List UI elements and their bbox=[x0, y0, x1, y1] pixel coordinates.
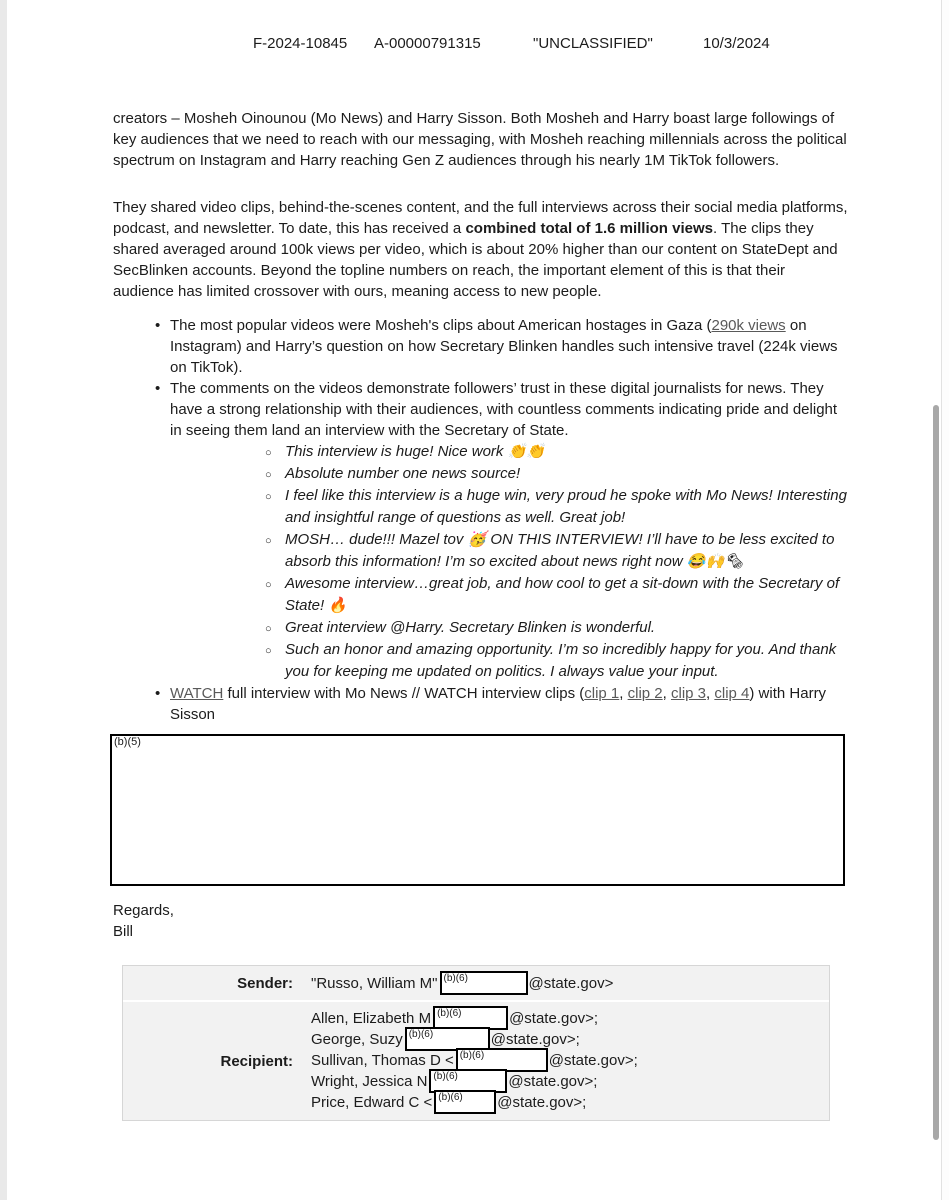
redaction-box-b6 bbox=[434, 1090, 496, 1114]
quote-item: ○ This interview is huge! Nice work 👏👏 bbox=[170, 441, 850, 463]
sender-name: "Russo, William M" bbox=[311, 975, 438, 992]
foia-document-id: A-00000791315 bbox=[374, 35, 481, 52]
watch-link[interactable]: WATCH bbox=[170, 685, 224, 702]
foia-header bbox=[0, 33, 949, 53]
scrollbar-track[interactable] bbox=[941, 0, 949, 1200]
quote-item: ○ I feel like this interview is a huge win, very proud he spoke with Mo News! Interesting and insightful range of questions as well. Great job! bbox=[170, 485, 850, 529]
redaction-box-b5 bbox=[110, 734, 845, 886]
paragraph-views-bold: combined total of 1.6 million views bbox=[465, 220, 713, 237]
bullet-list bbox=[113, 315, 850, 725]
bullet-comments-text: The comments on the videos demonstrate followers’ trust in these digital journalists for news. They have a strong relationship with their audiences, with countless comments indicating pride and delight in seeing them land an interview with the Secretary of State. bbox=[170, 380, 838, 439]
recipient-label: Recipient: bbox=[220, 1052, 293, 1070]
paragraph-views-pre: They shared video clips, behind-the-scenes content, and the full interviews across their social media platforms, podcast, and newsletter. To date, this has received a bbox=[113, 199, 848, 237]
recipient-row bbox=[123, 1000, 829, 1120]
bullet-watch-text-1: full interview with Mo News // WATCH interview clips ( bbox=[223, 685, 585, 702]
sender-label: Sender: bbox=[237, 974, 293, 992]
recipient-name: Allen, Elizabeth M bbox=[311, 1010, 432, 1027]
redaction-b5-label: (b)(5) bbox=[114, 736, 141, 748]
paragraph-creators: creators – Mosheh Oinounou (Mo News) and Harry Sisson. Both Mosheh and Harry boast large followings of key audiences that we need to reach with our messaging, with Mosheh reaching millennials across the political spectrum on Instagram and Harry reaching Gen Z audiences through his nearly 1M TikTok followers. bbox=[113, 110, 847, 169]
recipient-domain: @state.gov>; bbox=[509, 1010, 599, 1027]
clips-segment: clip 1, clip 2, clip 3, clip 4 bbox=[584, 685, 750, 702]
classification-marking: "UNCLASSIFIED" bbox=[533, 35, 653, 52]
clip-link[interactable]: clip 3 bbox=[670, 685, 707, 702]
bullet-popular-pre: The most popular videos were Mosheh's clips about American hostages in Gaza ( bbox=[170, 317, 712, 334]
clip-link[interactable]: clip 1 bbox=[584, 685, 620, 702]
scrollbar-thumb[interactable] bbox=[933, 405, 939, 1140]
recipient-name: Sullivan, Thomas D < bbox=[311, 1052, 454, 1069]
quote-list bbox=[170, 441, 850, 683]
quote-item: ○ Great interview @Harry. Secretary Blinken is wonderful. bbox=[170, 617, 850, 639]
recipient-domain: @state.gov>; bbox=[548, 1052, 638, 1069]
bullet-watch-text-2: ) with Harry Sisson bbox=[170, 685, 827, 723]
signoff-name: Bill bbox=[113, 923, 134, 940]
signoff-regards: Regards, bbox=[113, 902, 174, 919]
recipient-entry bbox=[311, 1008, 823, 1029]
clip-link[interactable]: clip 2 bbox=[627, 685, 663, 702]
recipient-entry bbox=[311, 1071, 823, 1092]
290k-views-link[interactable]: 290k views bbox=[711, 317, 786, 334]
foia-release-date: 10/3/2024 bbox=[703, 35, 770, 52]
recipient-entry bbox=[311, 1029, 823, 1050]
recipient-domain: @state.gov>; bbox=[490, 1031, 580, 1048]
signoff bbox=[113, 900, 850, 942]
recipient-name: Price, Edward C < bbox=[311, 1094, 433, 1111]
clip-link[interactable]: clip 4 bbox=[714, 685, 750, 702]
document-body bbox=[113, 108, 850, 1121]
redaction-box-b6 bbox=[440, 971, 528, 995]
sender-value bbox=[303, 966, 829, 1000]
recipient-name: George, Suzy bbox=[311, 1031, 403, 1048]
quote-item: ○ MOSH… dude!!! Mazel tov 🥳 ON THIS INTERVIEW! I’ll have to be less excited to absorb this information! I’m so excited about news right now 😂🙌🗞 bbox=[170, 529, 850, 573]
quote-item: ○ Awesome interview…great job, and how cool to get a sit-down with the Secretary of State! 🔥 bbox=[170, 573, 850, 617]
redaction-b6-label: (b)(6) bbox=[443, 973, 468, 985]
redaction-b6-label: (b)(6) bbox=[459, 1050, 485, 1062]
recipient-domain: @state.gov>; bbox=[497, 1094, 587, 1111]
recipient-lines bbox=[303, 1002, 829, 1120]
redaction-b6-label: (b)(6) bbox=[408, 1029, 434, 1041]
bullet-popular-post: on Instagram) and Harry’s question on how Secretary Blinken handles such intensive travel (224k views on TikTok). bbox=[170, 317, 838, 376]
bullet-watch bbox=[113, 683, 850, 725]
paragraph-views bbox=[113, 197, 850, 302]
page-left-edge bbox=[0, 0, 7, 1200]
paragraph-views-post: . The clips they shared averaged around 100k views per video, which is about 20% higher than our content on StateDept and SecBlinken accounts. Beyond the topline numbers on reach, the important element of this is that their audience has limited crossover with ours, meaning access to new people. bbox=[113, 220, 838, 300]
bullet-comments bbox=[113, 378, 850, 683]
redaction-b6-label: (b)(6) bbox=[433, 1071, 458, 1083]
recipient-name: Wright, Jessica N bbox=[311, 1073, 428, 1090]
redaction-b6-label: (b)(6) bbox=[438, 1092, 463, 1104]
redaction-b6-label: (b)(6) bbox=[437, 1008, 462, 1020]
sender-row bbox=[123, 966, 829, 1000]
bullet-popular-videos bbox=[113, 315, 850, 378]
recipient-entry bbox=[311, 1050, 823, 1071]
quote-item: ○ Absolute number one news source! bbox=[170, 463, 850, 485]
foia-case-number: F-2024-10845 bbox=[253, 35, 348, 52]
recipient-domain: @state.gov>; bbox=[508, 1073, 598, 1090]
recipient-entry bbox=[311, 1092, 823, 1113]
sender-domain: @state.gov> bbox=[528, 975, 614, 992]
quote-item: ○ Such an honor and amazing opportunity. I’m so incredibly happy for you. And thank you for keeping me updated on politics. I always value your input. bbox=[170, 639, 850, 683]
email-metadata-table bbox=[122, 965, 830, 1121]
